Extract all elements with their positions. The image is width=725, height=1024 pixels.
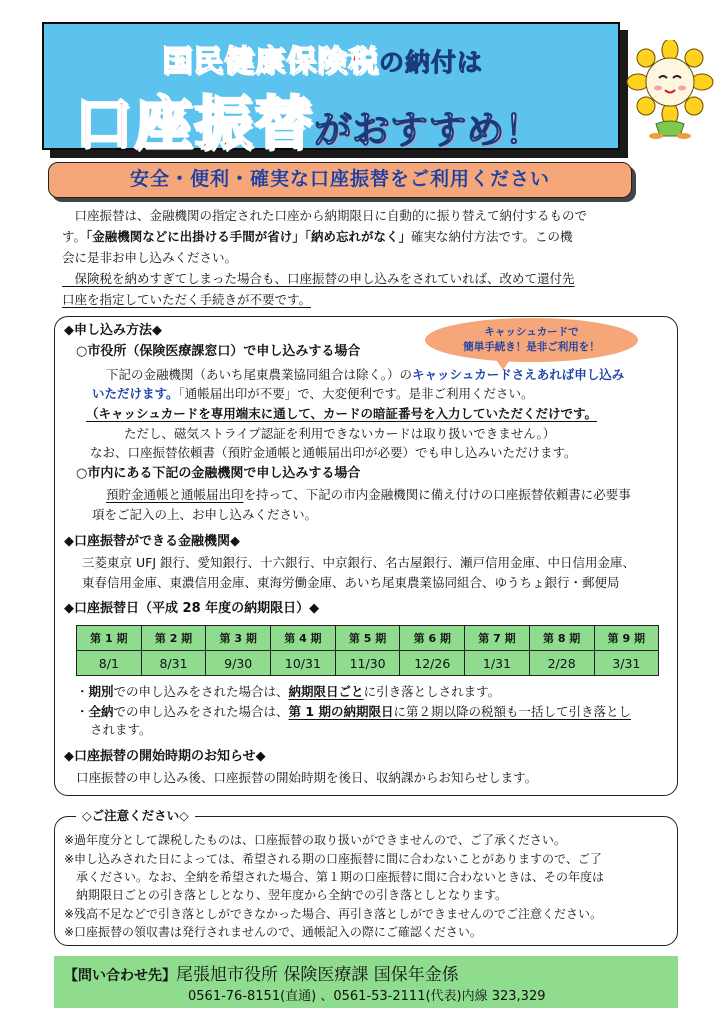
header-line-1: [162, 36, 483, 80]
apply-line-3: [86, 405, 597, 423]
intro-paragraph: [62, 205, 672, 310]
date-cell: 1/31: [465, 651, 530, 676]
apply-city-hall: ○市役所（保険医療課窓口）で申し込みする場合: [76, 344, 361, 359]
apply-line-2b: 「通帳届出印が不要」で、大変便利です。是非ご利用ください。: [178, 386, 534, 401]
date-cell: 12/26: [400, 651, 465, 676]
callout-line-1: キャッシュカードで: [484, 326, 579, 338]
period-cell: 第 4 期: [271, 626, 336, 651]
notice-heading: ◆口座振替の開始時期のお知らせ◆: [64, 749, 266, 764]
note-1-term: 期別: [88, 684, 114, 699]
banks-line-1: 三菱東京 UFJ 銀行、愛知銀行、十六銀行、中京銀行、名古屋銀行、瀬戸信用金庫、中日信用金庫、: [82, 555, 635, 570]
note-2-term: 全納: [88, 704, 114, 719]
schedule-note-2: [76, 703, 631, 721]
header-account-transfer: 口座振替: [74, 89, 315, 157]
header-tax-name: 国民健康保険税: [162, 44, 379, 79]
date-cell: 9/30: [206, 651, 271, 676]
period-cell: 第 6 期: [400, 626, 465, 651]
header-banner: [42, 22, 620, 157]
note-2-key: 第 1 期の納期限日: [288, 704, 394, 719]
note-1-mid: での申し込みをされた場合は、: [113, 684, 289, 699]
schedule-table: [76, 625, 659, 676]
notice-line: 口座振替の申し込み後、口座振替の開始時期を後日、収納課からお知らせします。: [76, 770, 538, 785]
date-cell: 8/31: [141, 651, 206, 676]
banks-heading: ◆口座振替ができる金融機関◆: [64, 534, 240, 549]
apply-bank-branch: ○市内にある下記の金融機関で申し込みする場合: [76, 466, 361, 481]
schedule-date-row: [77, 651, 659, 676]
callout-line-2: 簡単手続き！是非ご利用を！: [463, 341, 600, 353]
intro-p1-a: 口座振替は、金融機関の指定された口座から納期限日に自動的に振り替えて納付するもので: [74, 208, 588, 223]
schedule-header-row: [77, 626, 659, 651]
apply-line-2a: いただけます。: [92, 386, 179, 401]
intro-p2-a: 保険税を納めすぎてしまった場合も、口座振替の申し込みをされていれば、改めて還付先: [74, 271, 575, 286]
note-1-key: 納期限日ごと: [288, 684, 364, 699]
cash-card-callout: [425, 318, 638, 362]
intro-p1-d: 会に是非お申し込みください。: [62, 250, 238, 265]
intro-p2-b: 口座を指定していただく手続きが不要です。: [62, 292, 312, 307]
apply-line-7: 項をご記入の上、お申し込みください。: [92, 507, 318, 522]
header-line-2: [74, 76, 542, 160]
apply-line-6: [106, 486, 631, 504]
period-cell: 第 8 期: [529, 626, 594, 651]
schedule-note-1: [76, 683, 500, 701]
period-cell: 第 3 期: [206, 626, 271, 651]
intro-p1-b: す。: [62, 229, 87, 244]
apply-line-1b: キャッシュカードさえあれば申し込み: [412, 367, 625, 382]
period-cell: 第 1 期: [77, 626, 142, 651]
header-recommend: がおすすめ！: [314, 108, 543, 152]
caution-line: ※残高不足などで引き落としができなかった場合、再引き落としができませんのでご注意ください。: [64, 907, 603, 921]
header-line-1-tail: の納付は: [379, 48, 484, 77]
caution-heading: ◇ご注意ください◇: [76, 806, 195, 824]
apply-line-5: なお、口座振替依頼書（預貯金通帳と通帳届出印が必要）でも申し込みいただけます。: [90, 445, 577, 460]
contact-bar: [54, 956, 678, 1008]
note-2-bullet: ・: [76, 704, 89, 719]
caution-line: ※申し込みされた日によっては、希望される期の口座振替に間に合わないことがありますので、ご了: [64, 852, 602, 866]
apply-line-1a: 下記の金融機関（あいち尾東農業協同組合は除く。）の: [106, 367, 413, 382]
subtitle-bar: 安全・便利・確実な口座振替をご利用ください: [48, 162, 632, 198]
period-cell: 第 9 期: [594, 626, 659, 651]
note-1-tail: に引き落としされます。: [363, 684, 501, 699]
caution-line: 納期限日ごとの引き落としとなり、翌年度から全納での引き落としとなります。: [64, 888, 508, 902]
note-2-mid: での申し込みをされた場合は、: [113, 704, 289, 719]
banks-line-2: 東春信用金庫、東濃信用金庫、東海労働金庫、あいち尾東農業協同組合、ゆうちょ銀行・郵便局: [82, 575, 620, 590]
date-cell: 8/1: [77, 651, 142, 676]
apply-line-2: [92, 385, 534, 403]
period-cell: 第 7 期: [465, 626, 530, 651]
contact-label: 【問い合わせ先】: [64, 968, 176, 984]
intro-p1-c: 確実な納付方法です。この機: [411, 229, 573, 244]
sunflower-mascot-icon: [626, 40, 714, 140]
contact-line-1: [64, 960, 459, 985]
caution-line: ※過年度分として課税したものは、口座振替の取り扱いができませんので、ご了承ください。: [64, 833, 566, 847]
date-cell: 2/28: [529, 651, 594, 676]
period-cell: 第 2 期: [141, 626, 206, 651]
apply-line-1: [106, 366, 624, 384]
note-1-bullet: ・: [76, 684, 89, 699]
contact-phones: 0561-76-8151(直通) 、0561-53-2111(代表)内線 323,329: [188, 989, 546, 1004]
apply-heading: ◆申し込み方法◆: [64, 323, 162, 338]
date-cell: 11/30: [335, 651, 400, 676]
contact-office: 尾張旭市役所 保険医療課 国保年金係: [176, 965, 459, 985]
caution-line: 承ください。なお、全納を希望された場合、第１期の口座振替に間に合わないときは、その年度は: [64, 870, 605, 884]
schedule-note-2-cont: されます。: [90, 722, 152, 737]
intro-p1-bold: 「金融機関などに出掛ける手間が省け」「納め忘れがなく」: [86, 229, 412, 244]
schedule-heading: ◆口座振替日（平成 28 年度の納期限日）◆: [64, 601, 320, 616]
date-cell: 3/31: [594, 651, 659, 676]
caution-line: ※口座振替の領収書は発行されませんので、通帳記入の際にご確認ください。: [64, 925, 482, 939]
apply-line-4: ただし、磁気ストライプ認証を利用できないカードは取り扱いできません。）: [124, 426, 556, 441]
apply-line-6a: 預貯金通帳と通帳届出印: [106, 487, 244, 502]
apply-line-6b: を持って、下記の市内金融機関に備え付けの口座振替依頼書に必要事: [243, 487, 631, 502]
date-cell: 10/31: [271, 651, 336, 676]
period-cell: 第 5 期: [335, 626, 400, 651]
note-2-tail: に第２期以降の税額も一括して引き落とし: [393, 704, 631, 719]
apply-line-3-text: （キャッシュカードを専用端末に通して、カードの暗証番号を入力していただくだけです。: [86, 406, 598, 421]
